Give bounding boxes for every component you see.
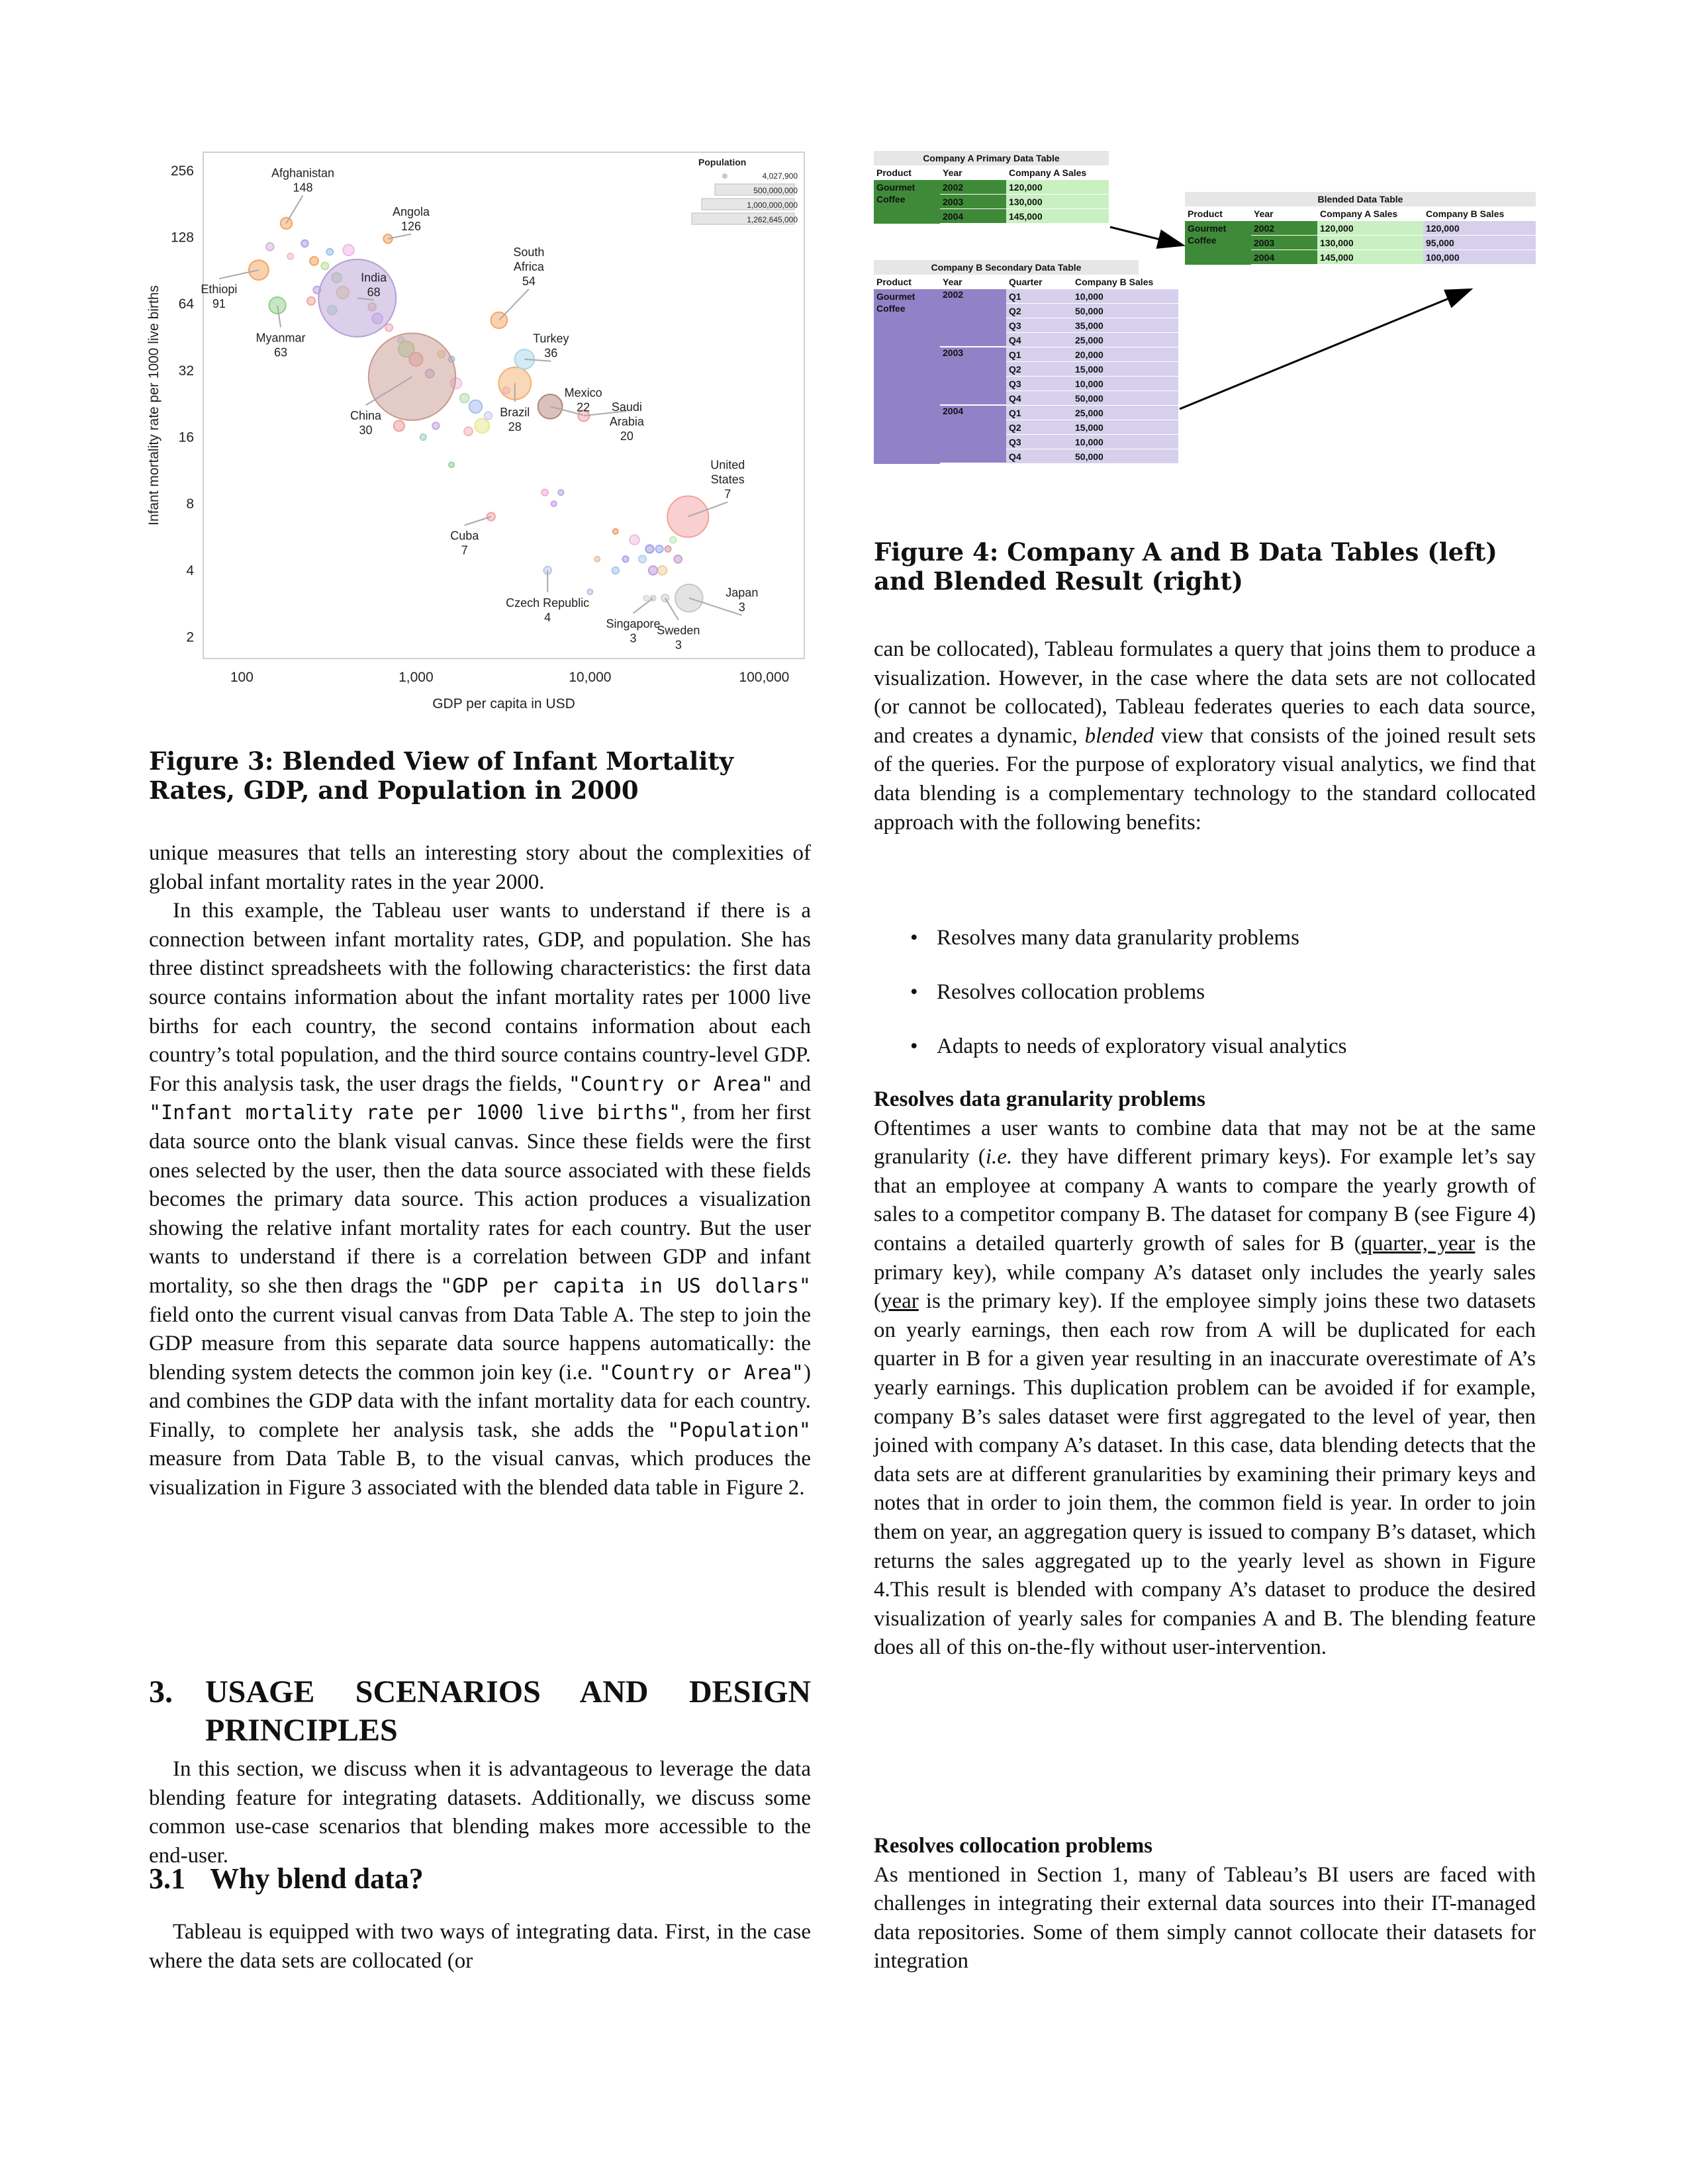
column-header: Year <box>943 277 962 287</box>
point-label: Singapore <box>606 617 661 631</box>
table-cell: 130,000 <box>1006 195 1109 209</box>
table-row <box>940 195 1109 209</box>
table-cell: 50,000 <box>1072 449 1178 464</box>
table-row <box>1006 347 1178 362</box>
figure-4 <box>874 151 1536 502</box>
section-3-1-text <box>149 1918 811 1976</box>
table-cell: Q3 <box>1006 377 1072 391</box>
section-3-heading <box>149 1673 811 1750</box>
column-header: Year <box>1254 208 1274 219</box>
data-point <box>321 262 328 269</box>
data-point <box>623 556 629 562</box>
point-label: Czech Republic <box>506 596 590 610</box>
point-value: 3 <box>630 631 637 645</box>
y-tick-label: 4 <box>186 563 194 578</box>
data-point <box>558 490 563 495</box>
data-point <box>469 400 483 413</box>
table-row <box>1006 333 1178 347</box>
subsection-heading: Resolves collocation problems <box>874 1834 1153 1858</box>
data-point <box>449 462 454 467</box>
data-point <box>645 545 653 553</box>
year-cell: 2002 <box>940 289 1006 347</box>
table-cell: Q4 <box>1006 391 1072 406</box>
table-row <box>1006 449 1178 464</box>
year-cell: 2003 <box>940 347 1006 406</box>
collocation-section <box>874 1832 1536 1976</box>
point-value: 36 <box>544 346 558 360</box>
company-a-table <box>874 151 1109 224</box>
paragraph: Oftentimes a user wants to combine data that may not be at the same granularity (i.e. they have different primary keys). For example let’s say that an employee at company A wants to compare the yearly growth of sales to a competitor company B. The dataset for company B (see Figure 4) contains a detailed quarterly growth of sales for B (quarter, year is the primary key), while company A’s dataset only includes the yearly sales (year is the primary key). If the employee simply joins these two datasets on yearly earnings, then each row from A will be duplicated for each quarter in B for a given year resulting in an inaccurate overestimate of A’s yearly earnings. This duplication problem can be avoided if for example, company B’s sales dataset were first aggregated to the level of year, then joined with company A’s dataset. In this case, data blending detects that the data sets are at different granularities by examining their primary keys and notes that in order to join them, the common field is year. In order to join them on year, an aggregation query is issued to company B’s dataset, which returns the sales aggregated up to the yearly level as shown in Figure 4.This result is blended with company A’s dataset to produce the desired visualization of yearly sales for companies A and B. The blending feature does all of this on-the-fly without user-intervention. <box>874 1116 1536 1660</box>
data-point <box>464 427 473 435</box>
column-header: Product <box>1188 208 1223 219</box>
data-point <box>310 257 318 265</box>
table-cell: 35,000 <box>1072 318 1178 333</box>
table-cell: 2004 <box>1251 250 1317 265</box>
point-value: 20 <box>620 430 633 443</box>
y-tick-label: 256 <box>170 163 194 179</box>
legend-entry: 4,027,900 <box>762 171 798 181</box>
section-number: 3. <box>149 1674 173 1709</box>
table-row <box>1006 318 1178 333</box>
data-point <box>394 420 404 431</box>
y-tick-label: 16 <box>178 430 194 445</box>
right-body-text <box>874 635 1536 837</box>
table-cell: 20,000 <box>1072 347 1178 362</box>
x-tick-label: 10,000 <box>569 670 612 685</box>
column-header: Company B Sales <box>1426 208 1505 219</box>
year-group <box>940 347 1178 406</box>
list-item: • Resolves collocation problems <box>910 978 1536 1007</box>
table-row <box>1006 289 1178 304</box>
point-label: States <box>710 473 745 486</box>
point-label: Cuba <box>450 529 479 543</box>
point-value: 63 <box>274 345 288 359</box>
column-header: Quarter <box>1009 277 1043 287</box>
product-cell: Gourmet Coffee <box>874 289 940 464</box>
list-item: • Adapts to needs of exploratory visual analytics <box>910 1032 1536 1061</box>
table-cell: 120,000 <box>1317 221 1423 236</box>
table-cell: 50,000 <box>1072 304 1178 318</box>
table-cell: 145,000 <box>1317 250 1423 265</box>
x-tick-label: 100,000 <box>739 670 790 685</box>
data-point <box>266 243 274 251</box>
table-cell: 2002 <box>940 180 1006 195</box>
legend-entry: 1,262,645,000 <box>747 215 798 224</box>
data-point <box>385 324 393 331</box>
table-cell: Q1 <box>1006 289 1072 304</box>
table-cell: Q2 <box>1006 304 1072 318</box>
table-cell: 2002 <box>1251 221 1317 236</box>
data-point <box>643 596 649 601</box>
data-point <box>594 557 600 562</box>
section-title: Why blend data? <box>210 1862 424 1895</box>
point-label: Ethiopi <box>201 283 238 296</box>
y-tick-label: 8 <box>186 496 194 512</box>
product-cell: Gourmet Coffee <box>1185 221 1251 265</box>
point-label: Turkey <box>533 332 569 345</box>
table-row <box>1006 377 1178 391</box>
point-value: 28 <box>508 420 522 434</box>
table-cell: 145,000 <box>1006 209 1109 224</box>
table-row <box>940 209 1109 224</box>
x-tick-label: 1,000 <box>399 670 434 685</box>
point-value: 3 <box>675 638 682 652</box>
paragraph: As mentioned in Section 1, many of Tableau’s BI users are faced with challenges in integrating their external data sources into their IT-managed data repositories. Some of them simply cannot collocate their datasets for integration <box>874 1862 1536 1974</box>
product-cell: Gourmet Coffee <box>874 180 940 224</box>
blended-table <box>1185 192 1536 265</box>
section-number: 3.1 <box>149 1862 185 1895</box>
point-value: 3 <box>738 600 745 614</box>
point-label: Brazil <box>500 406 530 420</box>
bubble-chart <box>142 142 818 718</box>
data-point <box>551 501 557 506</box>
figure-4-caption: Figure 4: Company A and B Data Tables (left) and Blended Result (right) <box>874 537 1497 596</box>
point-value: 30 <box>359 424 373 437</box>
paragraph: In this section, we discuss when it is advantageous to leverage the data blending feature for integrating datasets. Additionally, we discuss some common use-case scenarios that blending makes more accessible to the end-user. <box>149 1757 811 1868</box>
subsection-heading: Resolves data granularity problems <box>874 1087 1205 1111</box>
table-cell: 10,000 <box>1072 435 1178 449</box>
table-cell: 100,000 <box>1423 250 1536 265</box>
data-point <box>460 394 469 403</box>
left-body-text <box>149 839 811 1503</box>
point-label: Arabia <box>609 415 644 429</box>
figure-3-caption: Figure 3: Blended View of Infant Mortality Rates, GDP, and Population in 2000 <box>149 747 733 805</box>
table-row <box>1006 420 1178 435</box>
data-point <box>649 566 657 574</box>
data-point <box>301 240 308 247</box>
data-point <box>307 297 315 305</box>
point-label: Mexico <box>564 386 602 400</box>
table-cell: Q3 <box>1006 318 1072 333</box>
paragraph: Tableau is equipped with two ways of integrating data. First, in the case where the data sets are collocated (or <box>149 1920 811 1973</box>
point-value: 22 <box>577 400 590 414</box>
y-tick-label: 64 <box>178 296 194 312</box>
y-tick-label: 2 <box>186 629 194 645</box>
year-cell: 2004 <box>940 406 1006 464</box>
table-cell: Q1 <box>1006 347 1072 362</box>
year-group <box>940 289 1178 347</box>
point-label: Afghanistan <box>271 166 335 180</box>
section-title: USAGE SCENARIOS AND DESIGN PRINCIPLES <box>205 1674 811 1748</box>
legend-swatch <box>722 173 727 179</box>
data-point <box>475 418 489 433</box>
point-label: Sweden <box>657 623 700 637</box>
point-value: 7 <box>724 487 731 501</box>
table-cell: 120,000 <box>1006 180 1109 195</box>
table-cell: Q4 <box>1006 449 1072 464</box>
table-row <box>1006 435 1178 449</box>
data-point <box>420 434 426 440</box>
point-label: Myanmar <box>256 331 306 345</box>
data-point <box>343 245 354 256</box>
table-cell: 15,000 <box>1072 420 1178 435</box>
legend-title: Population <box>698 157 747 167</box>
table-cell: 2003 <box>1251 236 1317 250</box>
paragraph: can be collocated), Tableau formulates a query that joins them to produce a visualization. However, in the case where the data sets are not collocated (or cannot be collocated), Tableau federates queries to each data source, and creates a dynamic, blended view that consists of the joined result sets of the queries. For the purpose of exploratory visual analytics, we find that data blending is a complementary technology to the standard collocated approach with the following benefits: <box>874 637 1536 835</box>
table-row <box>1006 362 1178 377</box>
point-value: 148 <box>293 181 313 195</box>
benefits-list <box>910 923 1536 1086</box>
y-tick-label: 32 <box>178 363 194 379</box>
table-cell: 15,000 <box>1072 362 1178 377</box>
arrow-a-to-blend <box>1110 227 1182 245</box>
company-b-table <box>874 260 1178 464</box>
point-value: 91 <box>212 297 226 311</box>
table-cell: 10,000 <box>1072 377 1178 391</box>
data-point <box>541 489 548 496</box>
table-row <box>940 180 1109 195</box>
column-header: Product <box>876 277 912 287</box>
y-tick-label: 128 <box>170 230 194 246</box>
legend-entry: 1,000,000,000 <box>747 201 798 210</box>
data-point <box>613 529 618 534</box>
figure-3 <box>142 142 818 718</box>
column-header: Company A Sales <box>1320 208 1398 219</box>
column-header: Product <box>876 167 912 178</box>
column-header: Year <box>943 167 962 178</box>
point-label: Japan <box>726 586 759 600</box>
table-row <box>1251 221 1536 236</box>
year-group <box>940 406 1178 464</box>
data-point <box>670 537 677 543</box>
table-title: Blended Data Table <box>1185 192 1536 206</box>
section-3-1-heading <box>149 1861 424 1897</box>
table-cell: Q1 <box>1006 406 1072 420</box>
point-label: Saudi <box>611 400 642 414</box>
data-point <box>432 422 439 429</box>
table-cell: 50,000 <box>1072 391 1178 406</box>
table-row <box>1251 236 1536 250</box>
table-cell: 25,000 <box>1072 333 1178 347</box>
table-cell: Q2 <box>1006 362 1072 377</box>
data-point <box>639 555 646 563</box>
data-point <box>655 545 663 553</box>
section-3-intro <box>149 1755 811 1870</box>
table-cell: 120,000 <box>1423 221 1536 236</box>
table-title: Company A Primary Data Table <box>874 151 1109 165</box>
point-label: India <box>361 271 387 285</box>
point-label: Angola <box>392 205 430 218</box>
table-cell: 10,000 <box>1072 289 1178 304</box>
paragraph: In this example, the Tableau user wants to understand if there is a connection between infant mortality rates, GDP, and population. She has three distinct spreadsheets with the following characteristics: the first data source contains information about the infant mortality rates per 1000 live births for each country, the second contains information about each country’s total population, and the third source contains country-level GDP. For this analysis task, the user drags the fields, "Country or Area" and "Infant mortality rate per 1000 live births", from her first data source onto the blank visual canvas. Since these fields were the first ones selected by the user, then the data source associated with these fields becomes the primary data source. This action produces a visualization showing the relative infant mortality rates for each country. But the user wants to understand if there is a correlation between GDP and infant mortality, so she then drags the "GDP per capita in US dollars" field onto the current visual canvas from Data Table A. The step to join the GDP measure from this separate data source happens automatically: the blending system detects the common join key (i.e. "Country or Area") and combines the GDP data with the infant mortality data for each country. Finally, to complete her analysis task, she adds the "Population" measure from Data Table B, to the visual canvas, which produces the visualization in Figure 3 associated with the blended data table in Figure 2. <box>149 899 812 1500</box>
point-value: 68 <box>367 285 381 299</box>
granularity-section <box>874 1085 1536 1662</box>
table-cell: Q2 <box>1006 420 1072 435</box>
paragraph: unique measures that tells an interesting story about the complexities of global infant mortality rates in the year 2000. <box>149 841 811 894</box>
point-value: 4 <box>544 610 551 624</box>
point-label: United <box>710 458 745 472</box>
table-cell: Q3 <box>1006 435 1072 449</box>
data-point <box>587 589 592 594</box>
table-cell: 25,000 <box>1072 406 1178 420</box>
data-point <box>665 546 671 552</box>
table-row <box>1006 406 1178 420</box>
table-row <box>1006 391 1178 406</box>
table-cell: 95,000 <box>1423 236 1536 250</box>
point-value: 7 <box>461 543 468 557</box>
data-point <box>630 535 639 545</box>
y-axis-label: Infant mortality rate per 1000 live births <box>146 285 162 526</box>
column-header: Company B Sales <box>1075 277 1154 287</box>
point-label: China <box>350 409 382 423</box>
legend-entry: 500,000,000 <box>753 186 798 195</box>
data-point <box>287 253 293 259</box>
arrow-b-to-blend <box>1180 290 1470 409</box>
point-value: 126 <box>400 219 422 233</box>
table-row <box>1251 250 1536 265</box>
table-row <box>1006 304 1178 318</box>
data-point <box>674 555 682 563</box>
table-cell: 130,000 <box>1317 236 1423 250</box>
point-value: 54 <box>522 274 536 288</box>
x-axis-label: GDP per capita in USD <box>432 696 575 711</box>
point-label: South <box>513 245 545 259</box>
x-tick-label: 100 <box>230 670 254 685</box>
data-point <box>612 567 619 574</box>
data-point <box>326 249 333 255</box>
data-point <box>658 566 667 575</box>
list-item: • Resolves many data granularity problems <box>910 923 1536 952</box>
column-header: Company A Sales <box>1009 167 1087 178</box>
table-cell: 2004 <box>940 209 1006 224</box>
table-cell: Q4 <box>1006 333 1072 347</box>
point-label: Africa <box>513 259 544 273</box>
table-title: Company B Secondary Data Table <box>874 260 1139 275</box>
data-point <box>485 412 492 420</box>
table-cell: 2003 <box>940 195 1006 209</box>
